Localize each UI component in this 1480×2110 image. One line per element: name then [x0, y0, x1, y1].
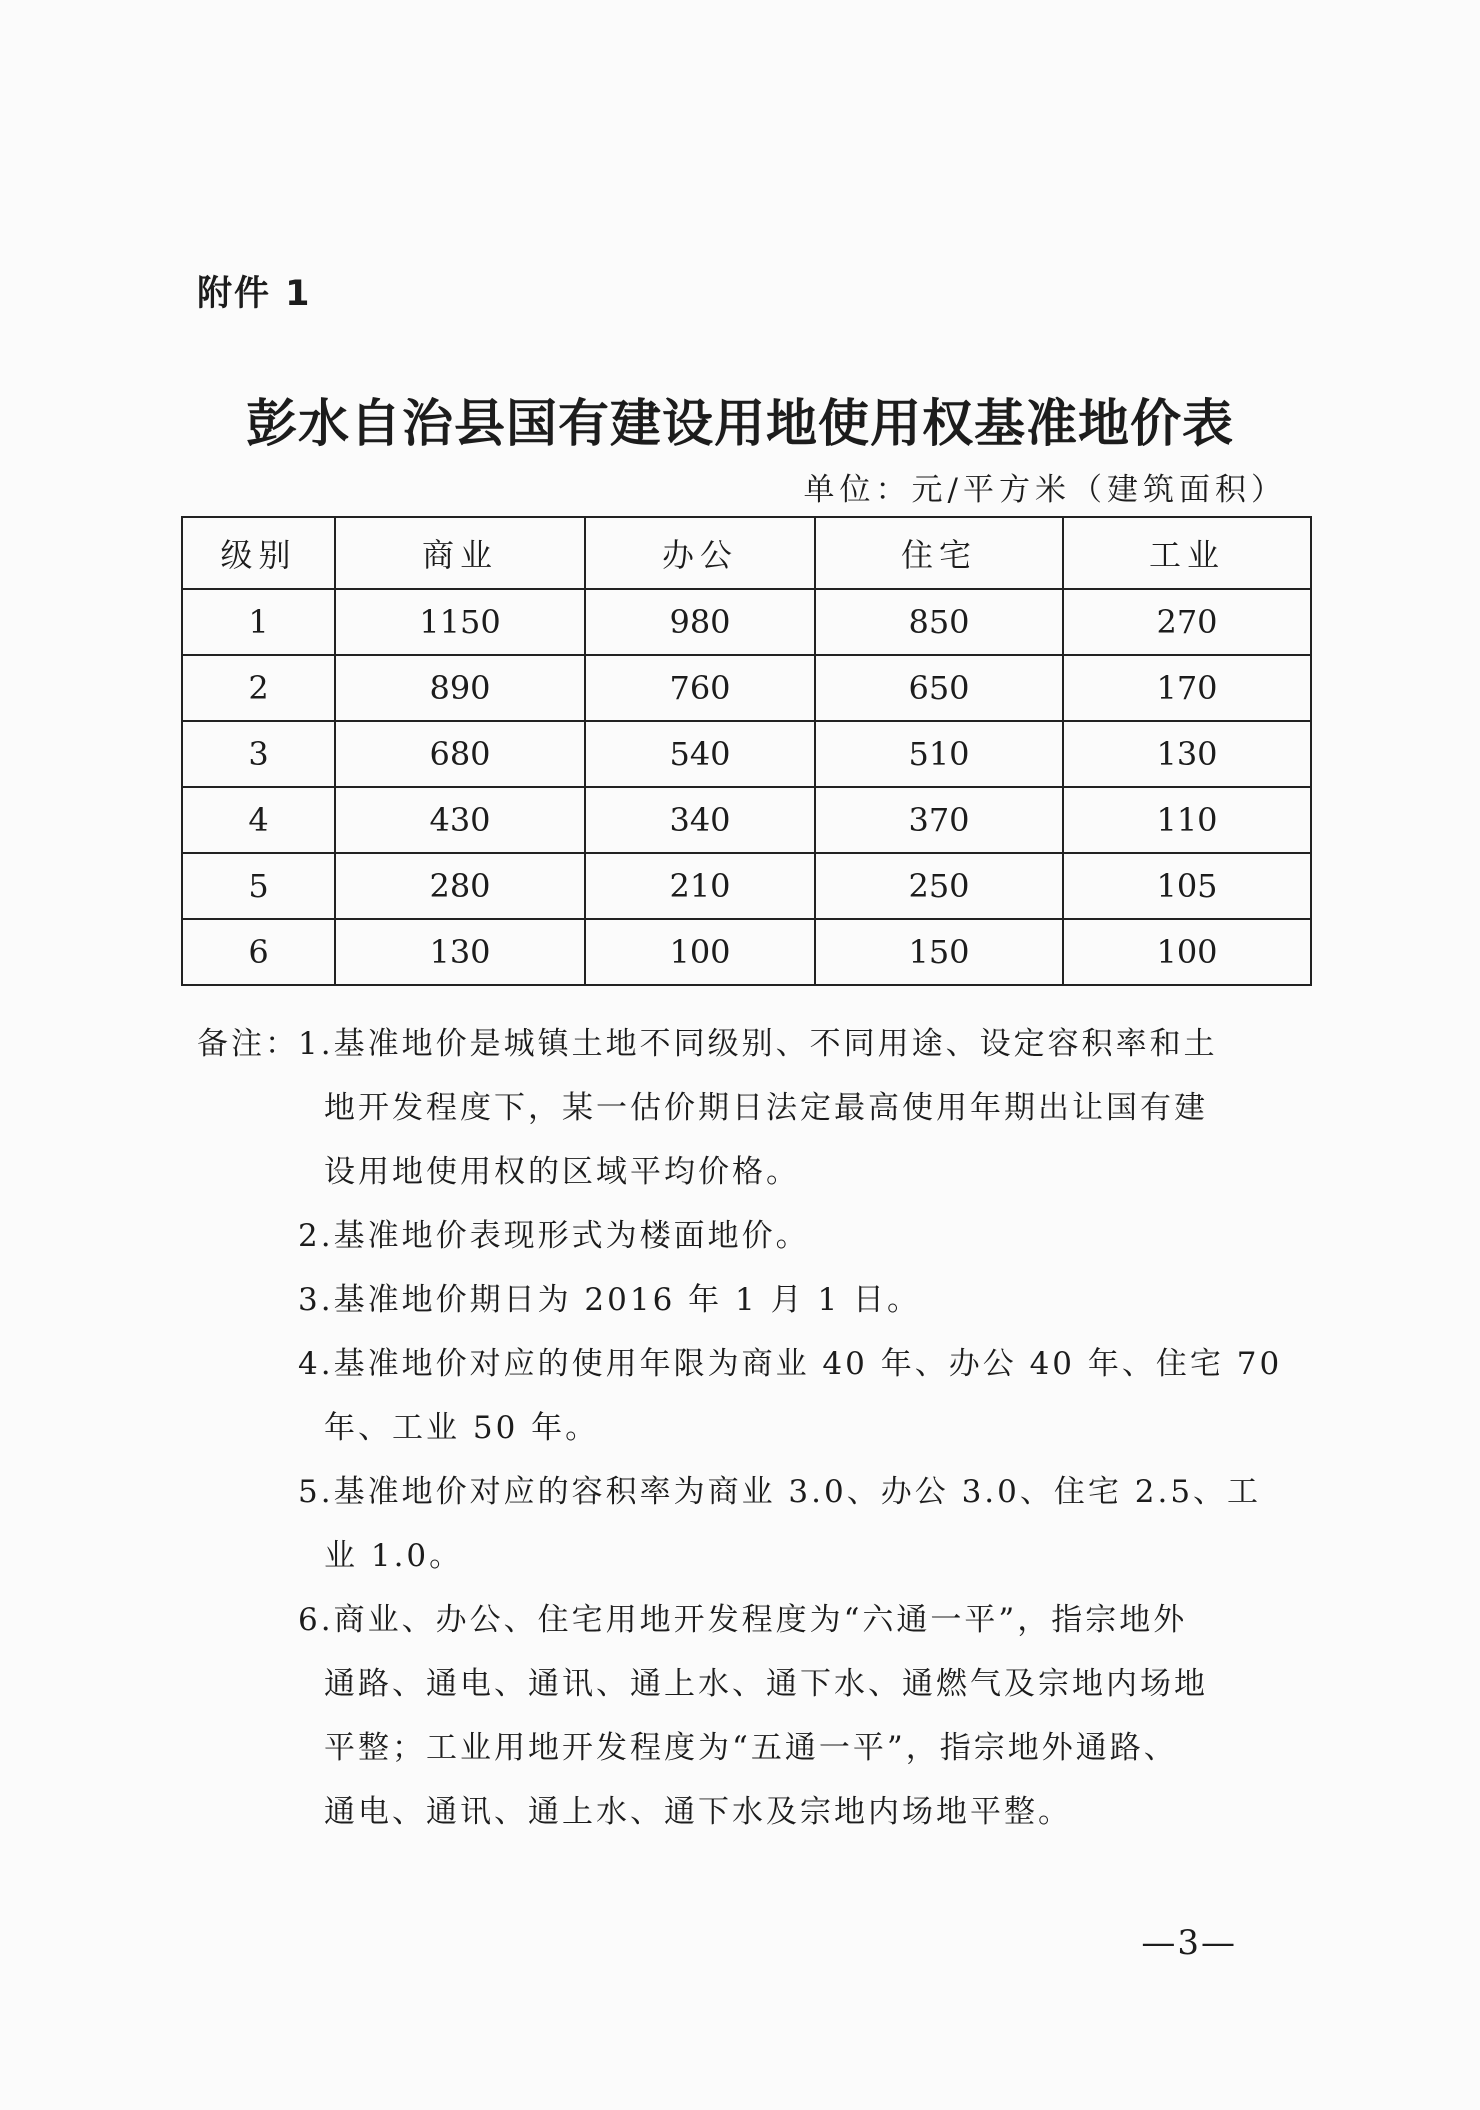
header-industrial: 工业: [1063, 517, 1311, 589]
table-cell: 370: [815, 787, 1063, 853]
note-item: [197, 1588, 1257, 1844]
note-line: 1.基准地价是城镇土地不同级别、不同用途、设定容积率和土: [298, 1026, 1218, 1062]
table-cell: 540: [585, 721, 815, 787]
table-header-row: [182, 517, 1311, 589]
note-line: 平整；工业用地开发程度为“五通一平”，指宗地外通路、: [324, 1730, 1178, 1766]
header-level: 级别: [182, 517, 335, 589]
table-row: [182, 721, 1311, 787]
table-cell: 5: [182, 853, 335, 919]
notes-label: 备注：: [197, 1026, 299, 1062]
table-cell: 3: [182, 721, 335, 787]
note-line: 2.基准地价表现形式为楼面地价。: [298, 1218, 810, 1254]
note-line: 3.基准地价期日为 2016 年 1 月 1 日。: [298, 1282, 922, 1318]
page-number: —3—: [1141, 1923, 1237, 1963]
table-cell: 510: [815, 721, 1063, 787]
table-cell: 100: [585, 919, 815, 985]
document-title: 彭水自治县国有建设用地使用权基准地价表: [245, 395, 1234, 454]
header-commercial: 商业: [335, 517, 585, 589]
note-line: 4.基准地价对应的使用年限为商业 40 年、办公 40 年、住宅 70: [298, 1346, 1283, 1382]
table-cell: 105: [1063, 853, 1311, 919]
table-cell: 4: [182, 787, 335, 853]
table-cell: 1: [182, 589, 335, 655]
unit-label: 单位：元/平方米（建筑面积）: [803, 472, 1287, 508]
table-cell: 760: [585, 655, 815, 721]
table-cell: 850: [815, 589, 1063, 655]
attachment-label: 附件 1: [197, 274, 312, 314]
table-cell: 170: [1063, 655, 1311, 721]
header-office: 办公: [585, 517, 815, 589]
note-item: [197, 1268, 1257, 1332]
table-cell: 130: [335, 919, 585, 985]
header-residential: 住宅: [815, 517, 1063, 589]
note-line: 通路、通电、通讯、通上水、通下水、通燃气及宗地内场地: [324, 1666, 1208, 1702]
table-row: [182, 853, 1311, 919]
note-line: 5.基准地价对应的容积率为商业 3.0、办公 3.0、住宅 2.5、工: [298, 1474, 1262, 1510]
table-cell: 2: [182, 655, 335, 721]
table-cell: 430: [335, 787, 585, 853]
note-line: 设用地使用权的区域平均价格。: [324, 1154, 800, 1190]
table-cell: 6: [182, 919, 335, 985]
table-cell: 1150: [335, 589, 585, 655]
note-item: [197, 1332, 1283, 1460]
table-cell: 100: [1063, 919, 1311, 985]
table-cell: 980: [585, 589, 815, 655]
table-row: [182, 589, 1311, 655]
land-price-table: [181, 516, 1312, 986]
note-line: 业 1.0。: [324, 1538, 464, 1574]
table-cell: 270: [1063, 589, 1311, 655]
table-cell: 110: [1063, 787, 1311, 853]
note-line: 地开发程度下，某一估价期日法定最高使用年期出让国有建: [324, 1090, 1208, 1126]
note-item: [197, 1204, 1257, 1268]
table-cell: 130: [1063, 721, 1311, 787]
table-cell: 650: [815, 655, 1063, 721]
note-item: [197, 1012, 1257, 1204]
table-cell: 250: [815, 853, 1063, 919]
note-line: 通电、通讯、通上水、通下水及宗地内场地平整。: [324, 1794, 1072, 1830]
table-cell: 210: [585, 853, 815, 919]
table-row: [182, 919, 1311, 985]
table-cell: 340: [585, 787, 815, 853]
table-row: [182, 655, 1311, 721]
note-line: 年、工业 50 年。: [324, 1410, 600, 1446]
note-item: [197, 1460, 1262, 1588]
table-row: [182, 787, 1311, 853]
table-cell: 150: [815, 919, 1063, 985]
table-cell: 280: [335, 853, 585, 919]
table-cell: 680: [335, 721, 585, 787]
note-line: 6.商业、办公、住宅用地开发程度为“六通一平”，指宗地外: [298, 1602, 1188, 1638]
table-cell: 890: [335, 655, 585, 721]
notes-section: [197, 1012, 1283, 1844]
